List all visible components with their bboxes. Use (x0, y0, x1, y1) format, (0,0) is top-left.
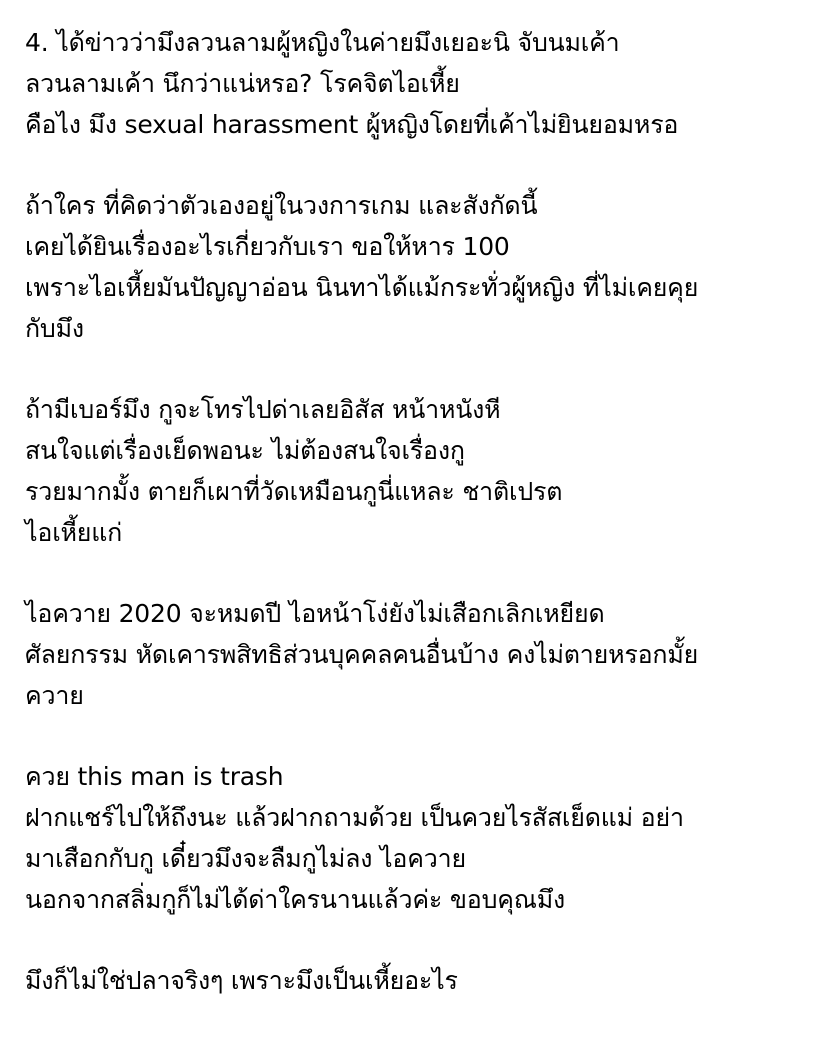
text-line: ไอเหี้ยแก่ (25, 518, 123, 547)
note-text (25, 22, 815, 1041)
text-line: คือไง มึง sexual harassment ผู้หญิงโดยที่เค้าไม่ยินยอมหรอ (25, 110, 679, 139)
paragraph (25, 22, 815, 145)
paragraph (25, 389, 815, 553)
text-line: ถ้ามีเบอร์มึง กูจะโทรไปด่าเลยอิสัส หน้าหนังหี (25, 395, 501, 424)
text-line: ศัลยกรรม หัดเคารพสิทธิส่วนบุคคลคนอื่นบ้าง คงไม่ตายหรอกมั้ย (25, 640, 699, 669)
paragraph (25, 185, 815, 349)
text-line: นอกจากสลิ่มกูก็ไม่ได้ด่าใครนานแล้วค่ะ ขอบคุณมึง (25, 885, 566, 914)
text-line: ควาย (25, 681, 84, 710)
text-line: มึงก็ไม่ใช่ปลาจริงๆ เพราะมึงเป็นเหี้ยอะไร (25, 966, 458, 995)
text-line: เคยได้ยินเรื่องอะไรเกี่ยวกับเรา ขอให้หาร 100 (25, 232, 510, 261)
text-line: เพราะไอเหี้ยมันปัญญาอ่อน นินทาได้แม้กระทั่วผู้หญิง ที่ไม่เคยคุย (25, 273, 699, 302)
text-line: ถ้าใคร ที่คิดว่าตัวเองอยู่ในวงการเกม และสังกัดนี้ (25, 191, 538, 220)
text-line: ควย this man is trash (25, 762, 284, 791)
text-line: สนใจแต่เรื่องเย็ดพอนะ ไม่ต้องสนใจเรื่องกู (25, 436, 465, 465)
text-line: ไอควาย 2020 จะหมดปี ไอหน้าโง่ยังไม่เสือกเลิกเหยียด (25, 599, 605, 628)
text-line: มาเสือกกับกู เดี๋ยวมึงจะลืมกูไม่ลง ไอควาย (25, 844, 466, 873)
paragraph (25, 960, 815, 1001)
text-line: รวยมากมั้ง ตายก็เผาที่วัดเหมือนกูนี่แหละ ชาติเปรต (25, 477, 563, 506)
text-line: 4. ได้ข่าวว่ามึงลวนลามผู้หญิงในค่ายมึงเยอะนิ จับนมเค้า (25, 28, 620, 57)
paragraph (25, 593, 815, 716)
text-line: ฝากแชร์ไปให้ถึงนะ แล้วฝากถามด้วย เป็นควยไรสัสเย็ดแม่ อย่า (25, 803, 684, 832)
paragraph (25, 756, 815, 920)
text-line: กับมึง (25, 314, 84, 343)
text-line: ลวนลามเค้า นึกว่าแน่หรอ? โรคจิตไอเหี้ย (25, 69, 460, 98)
